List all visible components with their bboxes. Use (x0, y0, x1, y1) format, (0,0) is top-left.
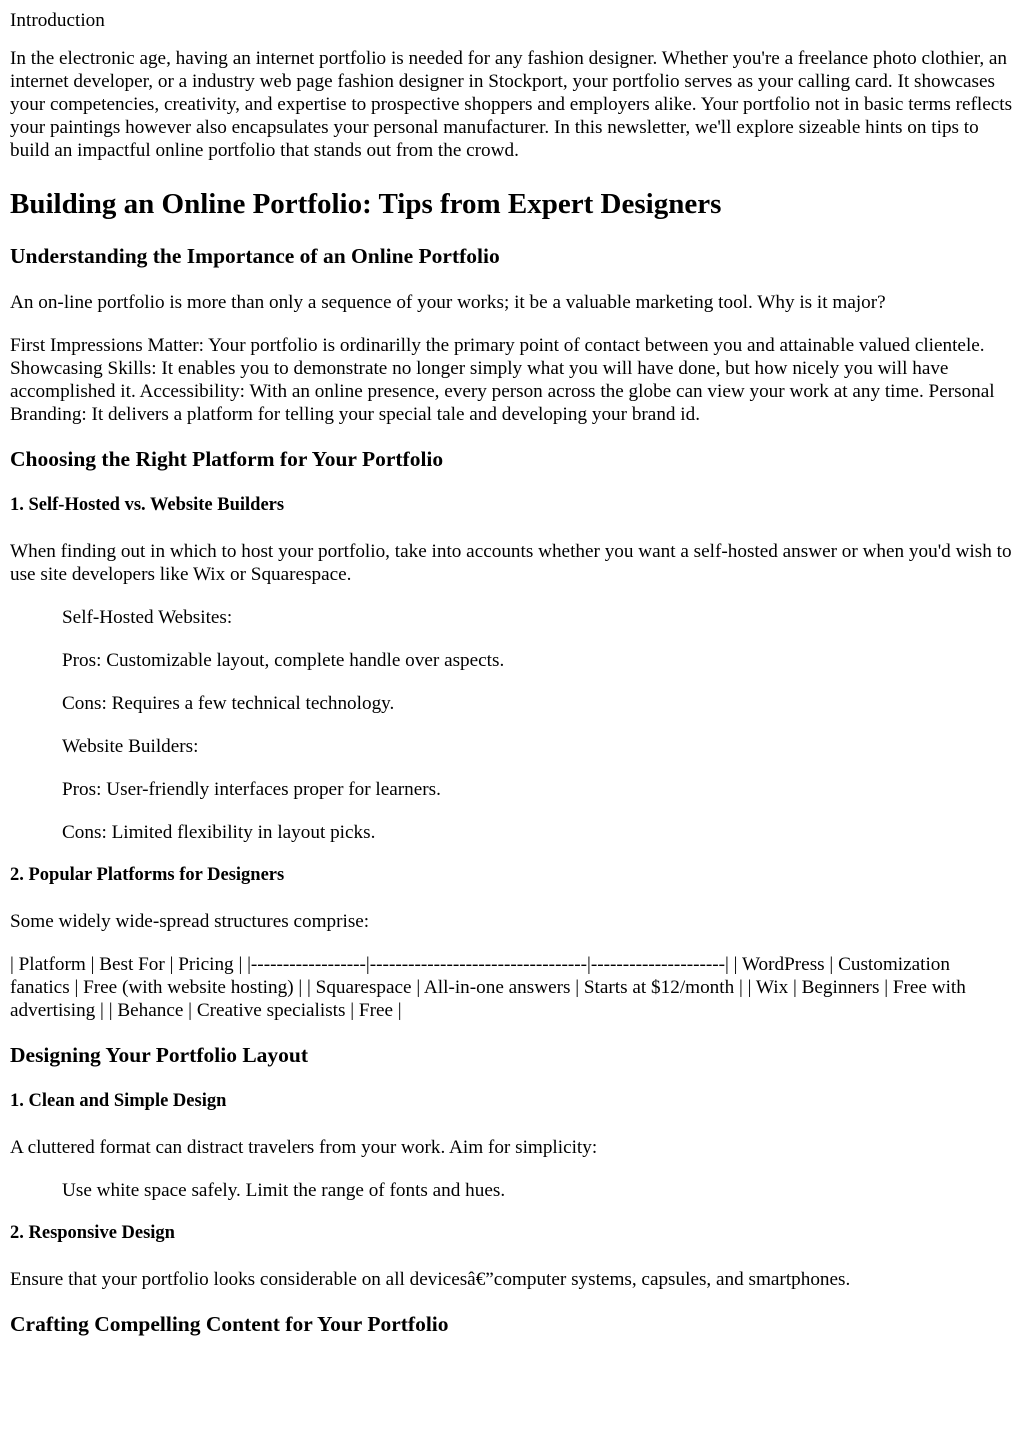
indented-item: Self-Hosted Websites: (62, 607, 233, 628)
subsection-heading: 1. Clean and Simple Design (10, 1091, 227, 1111)
subsection-heading: 2. Responsive Design (10, 1223, 175, 1243)
paragraph: Some widely wide-spread structures comprise: (10, 911, 370, 932)
indented-item: Cons: Requires a few technical technology. (62, 693, 395, 714)
indented-item: Use white space safely. Limit the range of fonts and hues. (62, 1180, 506, 1201)
indented-item: Cons: Limited flexibility in layout picks. (62, 822, 376, 843)
subsection-heading: 2. Popular Platforms for Designers (10, 865, 285, 885)
intro-label: Introduction (10, 10, 105, 31)
indented-item: Website Builders: (62, 736, 199, 757)
intro-paragraph: In the electronic age, having an internet portfolio is needed for any fashion designer. Whether you're a freelance photo clothier, an internet developer, or a industry web page fashion designer in Stockport, your portfolio serves as your calling card. It showcases your competencies, creativity, and expertise to prospective shoppers and employers alike. Your portfolio not in basic terms reflects your paintings however also encapsulates your personal manufacturer. In this newsletter, we'll explore sizeable hints on tips to build an impactful online portfolio that stands out from the crowd. (10, 48, 1013, 161)
raw-table-text: | Platform | Best For | Pricing | |------------------|----------------------------------|---------------------| | WordPress | Customization fanatics | Free (with website hosting) | | Squarespace | All-in-one answers | Starts at $12/month | | Wix | Beginners | Free with advertising | | Behance | Creative specialists | Free | (10, 954, 966, 1021)
indented-item: Pros: Customizable layout, complete handle over aspects. (62, 650, 505, 671)
page-title: Building an Online Portfolio: Tips from Expert Designers (10, 188, 722, 220)
section-heading-platform: Choosing the Right Platform for Your Portfolio (10, 447, 444, 471)
paragraph: First Impressions Matter: Your portfolio is ordinarilly the primary point of contact between you and attainable valued clientele. Showcasing Skills: It enables you to demonstrate no longer simply what you will have done, but how nicely you will have accomplished it. Accessibility: With an online presence, every person across the globe can view your work at any time. Personal Branding: It delivers a platform for telling your special tale and developing your brand id. (10, 335, 995, 425)
paragraph: Ensure that your portfolio looks considerable on all devicesâ€”computer systems, capsules, and smartphones. (10, 1269, 851, 1290)
subsection-heading: 1. Self-Hosted vs. Website Builders (10, 495, 285, 515)
section-heading-content: Crafting Compelling Content for Your Portfolio (10, 1312, 449, 1336)
paragraph: An on-line portfolio is more than only a sequence of your works; it be a valuable marketing tool. Why is it major? (10, 292, 886, 313)
paragraph: A cluttered format can distract travelers from your work. Aim for simplicity: (10, 1137, 598, 1158)
paragraph: When finding out in which to host your portfolio, take into accounts whether you want a self-hosted answer or when you'd wish to use site developers like Wix or Squarespace. (10, 541, 1012, 585)
section-heading-importance: Understanding the Importance of an Online Portfolio (10, 244, 500, 268)
section-heading-layout: Designing Your Portfolio Layout (10, 1043, 309, 1067)
indented-item: Pros: User-friendly interfaces proper for learners. (62, 779, 441, 800)
